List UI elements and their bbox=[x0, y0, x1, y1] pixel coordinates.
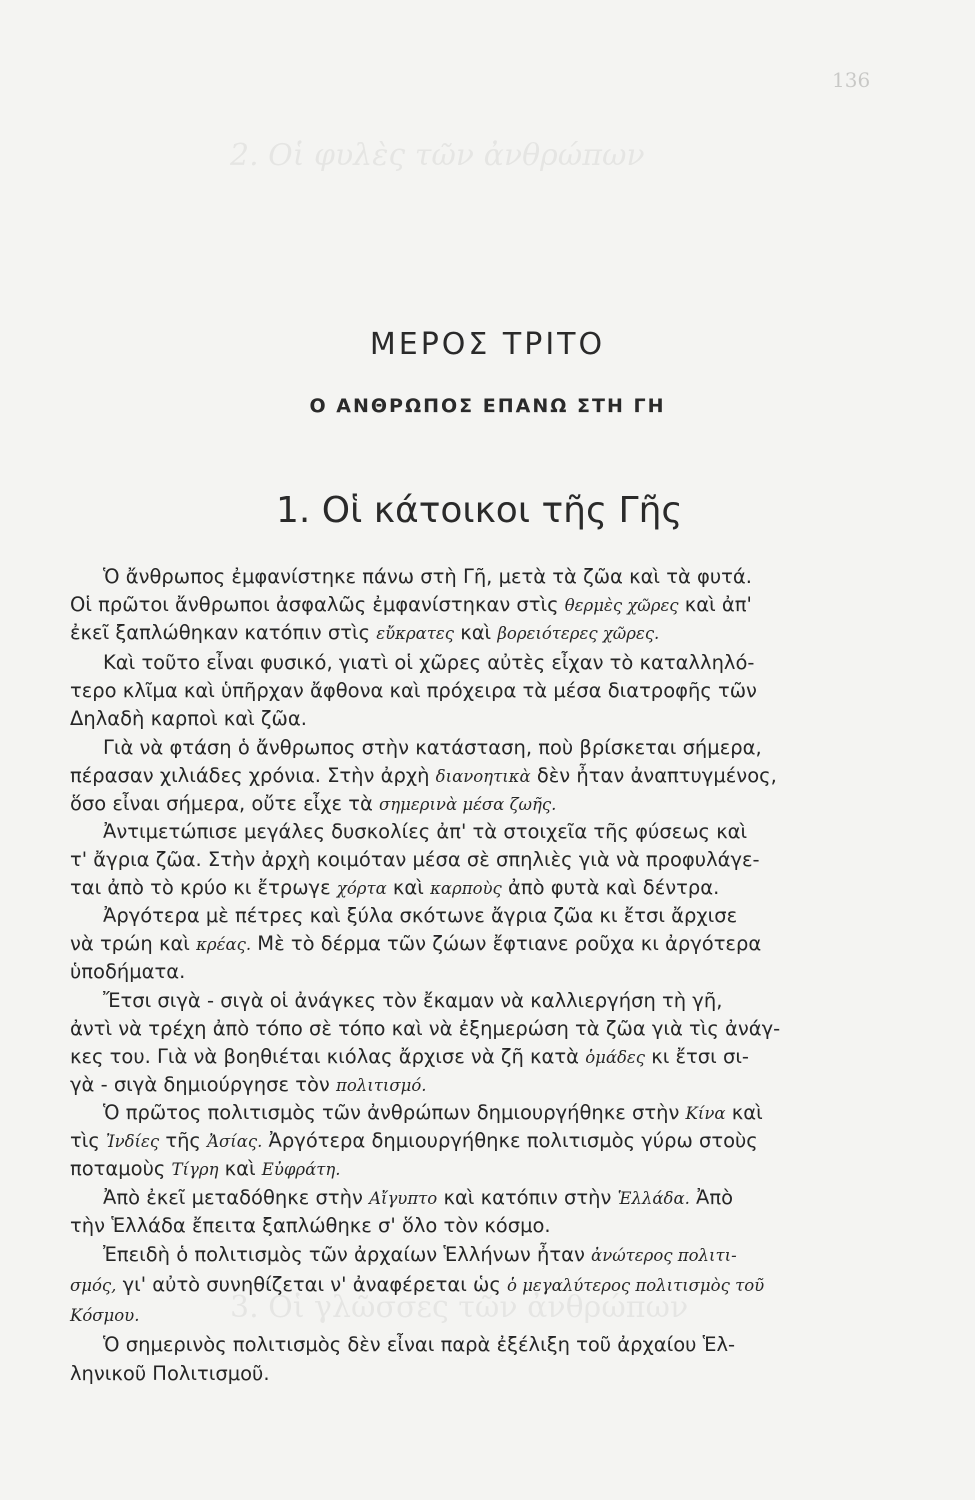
text-line bbox=[70, 1273, 764, 1298]
text-segment: ἀπὸ φυτὰ καὶ δέντρα. bbox=[501, 876, 720, 899]
text-line bbox=[103, 1101, 763, 1126]
text-segment: ληνικοῦ Πολιτισμοῦ. bbox=[70, 1362, 270, 1385]
text-line bbox=[103, 1186, 733, 1211]
emphasis-text: θερμὲς χῶρες bbox=[564, 596, 679, 615]
text-line bbox=[70, 1017, 780, 1041]
emphasis-text: εὔκρατες bbox=[376, 624, 455, 643]
text-line bbox=[70, 679, 757, 703]
text-segment: ται ἀπὸ τὸ κρύο κι ἔτρωγε bbox=[70, 876, 337, 899]
text-line bbox=[70, 792, 556, 817]
text-line bbox=[103, 904, 737, 928]
text-segment: καὶ bbox=[725, 1101, 763, 1124]
part-title: ΜΕΡΟΣ ΤΡΙΤΟ bbox=[369, 327, 606, 362]
text-segment: Ἀργότερα μὲ πέτρες καὶ ξύλα σκότωνε ἄγρια ζῶα κι ἔτσι ἄρχισε bbox=[103, 904, 738, 927]
text-segment: τ' ἄγρια ζῶα. Στὴν ἀρχὴ κοιμόταν μέσα σὲ σπηλιὲς γιὰ νὰ προφυλάγε- bbox=[70, 848, 760, 871]
text-line bbox=[70, 764, 777, 789]
text-segment: δὲν ἦταν ἀναπτυγμένος, bbox=[530, 764, 777, 787]
text-segment: τῆς bbox=[159, 1129, 208, 1152]
text-segment: Ὁ σημερινὸς πολιτισμὸς δὲν εἶναι παρὰ ἐξέλιξη τοῦ ἀρχαίου Ἑλ- bbox=[103, 1333, 736, 1356]
text-segment: ἀντὶ νὰ τρέχη ἀπὸ τόπο σὲ τόπο καὶ νὰ ἐξημερώση τὰ ζῶα γιὰ τὶς ἀνάγ- bbox=[70, 1017, 781, 1040]
text-line bbox=[103, 820, 747, 844]
emphasis-text: πολιτισμό. bbox=[336, 1076, 427, 1095]
text-line bbox=[103, 989, 722, 1013]
text-line bbox=[103, 565, 752, 589]
text-segment: πέρασαν χιλιάδες χρόνια. Στὴν ἀρχὴ bbox=[70, 764, 436, 787]
emphasis-text: Ἰνδίες bbox=[105, 1132, 160, 1151]
show-through-decoration: 3. Οἱ γλῶσσες τῶν ἀνθρώπων bbox=[230, 1290, 689, 1325]
emphasis-text: σημερινὰ μέσα ζωῆς. bbox=[379, 795, 557, 814]
text-line bbox=[70, 593, 752, 618]
emphasis-text: ὁμάδες bbox=[585, 1048, 646, 1067]
text-line bbox=[103, 736, 762, 760]
chapter-title: 1. Οἱ κάτοικοι τῆς Γῆς bbox=[276, 490, 683, 531]
text-line bbox=[70, 1303, 139, 1328]
text-line bbox=[70, 960, 185, 984]
text-line bbox=[70, 1045, 749, 1070]
text-segment: Γιὰ νὰ φτάση ὁ ἄνθρωπος στὴν κατάσταση, ποὺ βρίσκεται σήμερα, bbox=[103, 736, 762, 759]
text-line bbox=[103, 1243, 737, 1268]
text-segment: Δηλαδὴ καρποὶ καὶ ζῶα. bbox=[70, 707, 307, 730]
text-segment: νὰ τρώη καὶ bbox=[70, 932, 197, 955]
text-line bbox=[70, 876, 719, 901]
text-segment: καὶ bbox=[218, 1157, 262, 1180]
text-segment: κι ἔτσι σι- bbox=[645, 1045, 749, 1068]
emphasis-text: ἀνώτερος πολιτι- bbox=[591, 1246, 737, 1265]
text-segment: καὶ bbox=[386, 876, 431, 899]
text-segment: Ἀπὸ bbox=[689, 1186, 734, 1209]
text-line bbox=[70, 1214, 551, 1238]
text-segment: τὶς bbox=[70, 1129, 106, 1152]
text-segment: Ἀργότερα δημιουργήθηκε πολιτισμὸς γύρω στοὺς bbox=[262, 1129, 758, 1152]
text-segment: Ἐπειδὴ ὁ πολιτισμὸς τῶν ἀρχαίων Ἑλλήνων ἦταν bbox=[103, 1243, 592, 1266]
text-segment: Ἔτσι σιγὰ - σιγὰ οἱ ἀνάγκες τὸν ἔκαμαν νὰ καλλιεργήση τὴ γῆ, bbox=[103, 989, 723, 1012]
emphasis-text: σμός, bbox=[70, 1276, 117, 1295]
text-segment: τὴν Ἑλλάδα ἔπειτα ξαπλώθηκε σ' ὅλο τὸν κόσμο. bbox=[70, 1214, 551, 1237]
emphasis-text: Τίγρη bbox=[171, 1160, 219, 1179]
emphasis-text: βορειότερες χῶρες. bbox=[497, 624, 660, 643]
emphasis-text: Κόσμου. bbox=[70, 1306, 140, 1325]
text-line bbox=[103, 1333, 735, 1357]
emphasis-text: Αἴγυπτο bbox=[369, 1189, 438, 1208]
text-segment: ποταμοὺς bbox=[70, 1157, 172, 1180]
text-segment: Ὁ ἄνθρωπος ἐμφανίστηκε πάνω στὴ Γῆ, μετὰ τὰ ζῶα καὶ τὰ φυτά. bbox=[103, 565, 752, 588]
text-line bbox=[70, 621, 659, 646]
text-segment: Ἀντιμετώπισε μεγάλες δυσκολίες ἀπ' τὰ στοιχεῖα τῆς φύσεως καὶ bbox=[103, 820, 748, 843]
emphasis-text: Ἑλλάδα. bbox=[617, 1189, 690, 1208]
emphasis-text: ὁ μεγαλύτερος πολιτισμὸς τοῦ bbox=[507, 1276, 765, 1295]
emphasis-text: διανοητικὰ bbox=[435, 767, 531, 786]
text-line bbox=[70, 1362, 270, 1386]
text-line bbox=[103, 651, 754, 675]
text-segment: ὑποδήματα. bbox=[70, 960, 186, 983]
text-segment: τερο κλῖμα καὶ ὑπῆρχαν ἄφθονα καὶ πρόχειρα τὰ μέσα διατροφῆς τῶν bbox=[70, 679, 757, 702]
text-line bbox=[70, 1129, 758, 1154]
text-segment: Ἀπὸ ἐκεῖ μεταδόθηκε στὴν bbox=[103, 1186, 370, 1209]
part-subtitle: Ο ΑΝΘΡΩΠΟΣ ΕΠΑΝΩ ΣΤΗ ΓΗ bbox=[309, 395, 666, 417]
show-through-decoration: 2. Οἱ φυλὲς τῶν ἀνθρώπων bbox=[230, 138, 645, 173]
text-segment: Ὁ πρῶτος πολιτισμὸς τῶν ἀνθρώπων δημιουργήθηκε στὴν bbox=[103, 1101, 686, 1124]
emphasis-text: Εὐφράτη. bbox=[261, 1160, 341, 1179]
text-line bbox=[70, 932, 761, 957]
text-segment: Μὲ τὸ δέρμα τῶν ζώων ἔφτιανε ροῦχα κι ἀργότερα bbox=[251, 932, 762, 955]
text-segment: γι' αὐτὸ συνηθίζεται ν' ἀναφέρεται ὡς bbox=[116, 1273, 508, 1296]
text-segment: καὶ bbox=[454, 621, 498, 644]
text-segment: γὰ - σιγὰ δημιούργησε τὸν bbox=[70, 1073, 337, 1096]
text-segment: Καὶ τοῦτο εἶναι φυσικό, γιατὶ οἱ χῶρες αὐτὲς εἶχαν τὸ καταλληλό- bbox=[103, 651, 755, 674]
emphasis-text: Κίνα bbox=[685, 1104, 726, 1123]
emphasis-text: χόρτα bbox=[336, 879, 387, 898]
page-number: 136 bbox=[832, 68, 871, 92]
text-line bbox=[70, 1073, 427, 1098]
text-segment: ὅσο εἶναι σήμερα, οὔτε εἶχε τὰ bbox=[70, 792, 380, 815]
text-segment: καὶ ἀπ' bbox=[678, 593, 752, 616]
text-segment: καὶ κατόπιν στὴν bbox=[437, 1186, 618, 1209]
emphasis-text: Ἀσίας. bbox=[207, 1132, 263, 1151]
text-line bbox=[70, 848, 760, 872]
emphasis-text: καρποὺς bbox=[430, 879, 502, 898]
text-line bbox=[70, 707, 307, 731]
text-segment: ἐκεῖ ξαπλώθηκαν κατόπιν στὶς bbox=[70, 621, 377, 644]
text-line bbox=[70, 1157, 341, 1182]
text-segment: κες του. Γιὰ νὰ βοηθιέται κιόλας ἄρχισε νὰ ζῆ κατὰ bbox=[70, 1045, 586, 1068]
text-segment: Οἱ πρῶτοι ἄνθρωποι ἀσφαλῶς ἐμφανίστηκαν στὶς bbox=[70, 593, 565, 616]
emphasis-text: κρέας. bbox=[196, 935, 252, 954]
